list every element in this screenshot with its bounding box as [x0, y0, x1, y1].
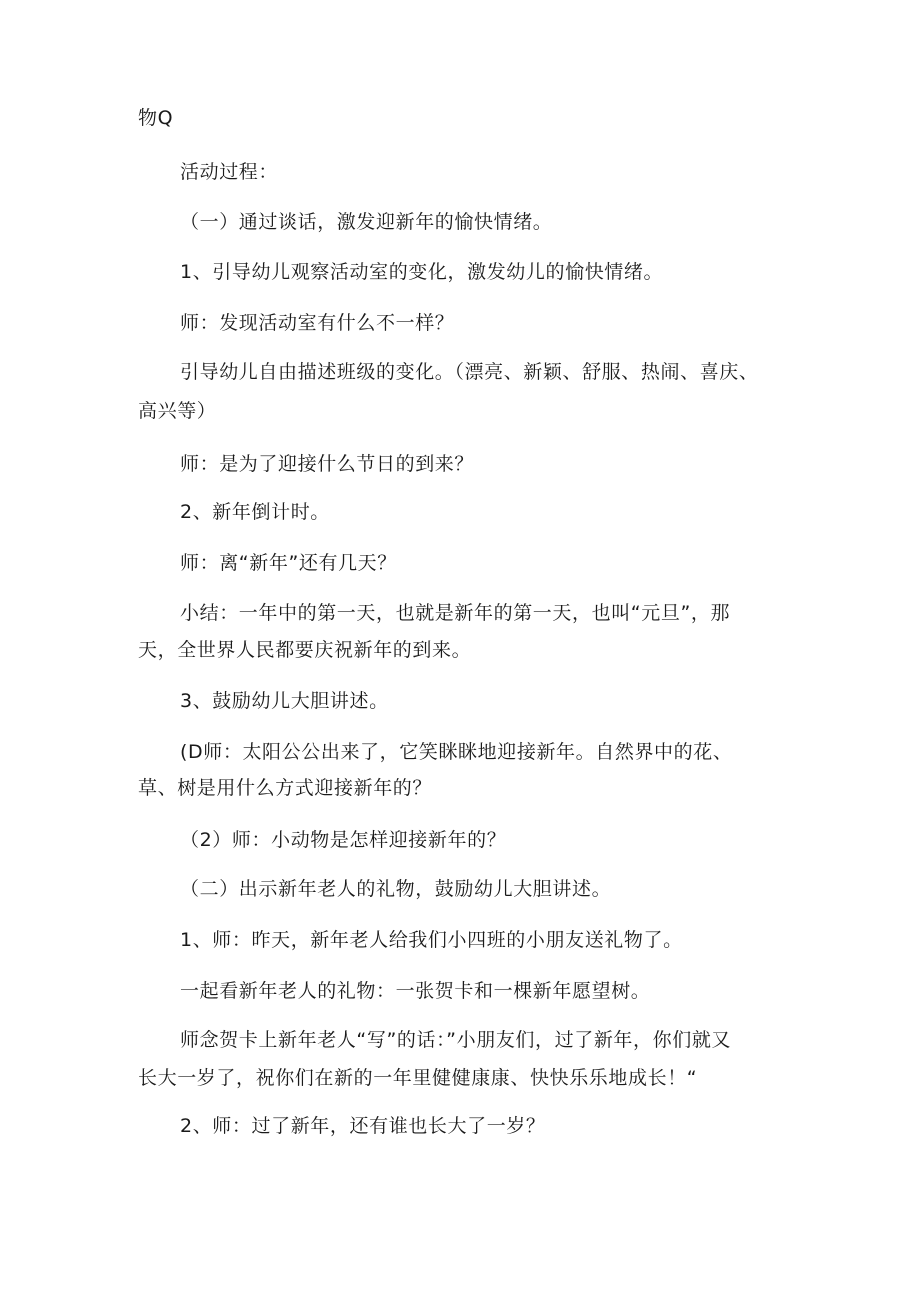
text-line: 2、新年倒计时。 — [180, 501, 330, 523]
text-line: 1、引导幼儿观察活动室的变化，激发幼儿的愉快情绪。 — [180, 261, 664, 283]
text-line: 引导幼儿自由描述班级的变化。（漂亮、新颖、舒服、热闹、喜庆、 — [180, 361, 759, 383]
text-line: 小结：一年中的第一天，也就是新年的第一天，也叫“元旦”，那 — [180, 602, 731, 624]
text-line: 高兴等） — [138, 400, 217, 422]
text-line: 活动过程： — [180, 161, 279, 183]
text-line: 草、树是用什么方式迎接新年的？ — [138, 777, 433, 799]
text-line: 2、师：过了新年，还有谁也长大了一岁？ — [180, 1115, 546, 1137]
text-line: 物Q — [138, 107, 174, 129]
text-line: 1、师：昨天，新年老人给我们小四班的小朋友送礼物了。 — [180, 929, 683, 951]
text-line: 师：发现活动室有什么不一样？ — [180, 312, 455, 334]
text-line: 天，全世界人民都要庆祝新年的到来。 — [138, 639, 472, 661]
text-line: （二）出示新年老人的礼物，鼓励幼儿大胆讲述。 — [180, 878, 612, 900]
text-line: （2）师：小动物是怎样迎接新年的？ — [180, 829, 507, 851]
text-line: 长大一岁了，祝你们在新的一年里健健康康、快快乐乐地成长！“ — [138, 1067, 698, 1089]
text-line: 3、鼓励幼儿大胆讲述。 — [180, 690, 389, 712]
text-line: (D师：太阳公公出来了，它笑眯眯地迎接新年。自然界中的花、 — [180, 741, 733, 763]
text-line: 师：是为了迎接什么节日的到来？ — [180, 453, 475, 475]
text-line: 师：离“新年”还有几天？ — [180, 552, 397, 574]
text-line: （一）通过谈话，激发迎新年的愉快情绪。 — [180, 211, 553, 233]
text-line: 师念贺卡上新年老人“写”的话：”小朋友们，过了新年，你们就又 — [180, 1029, 732, 1051]
text-line: 一起看新年老人的礼物：一张贺卡和一棵新年愿望树。 — [180, 980, 651, 1002]
